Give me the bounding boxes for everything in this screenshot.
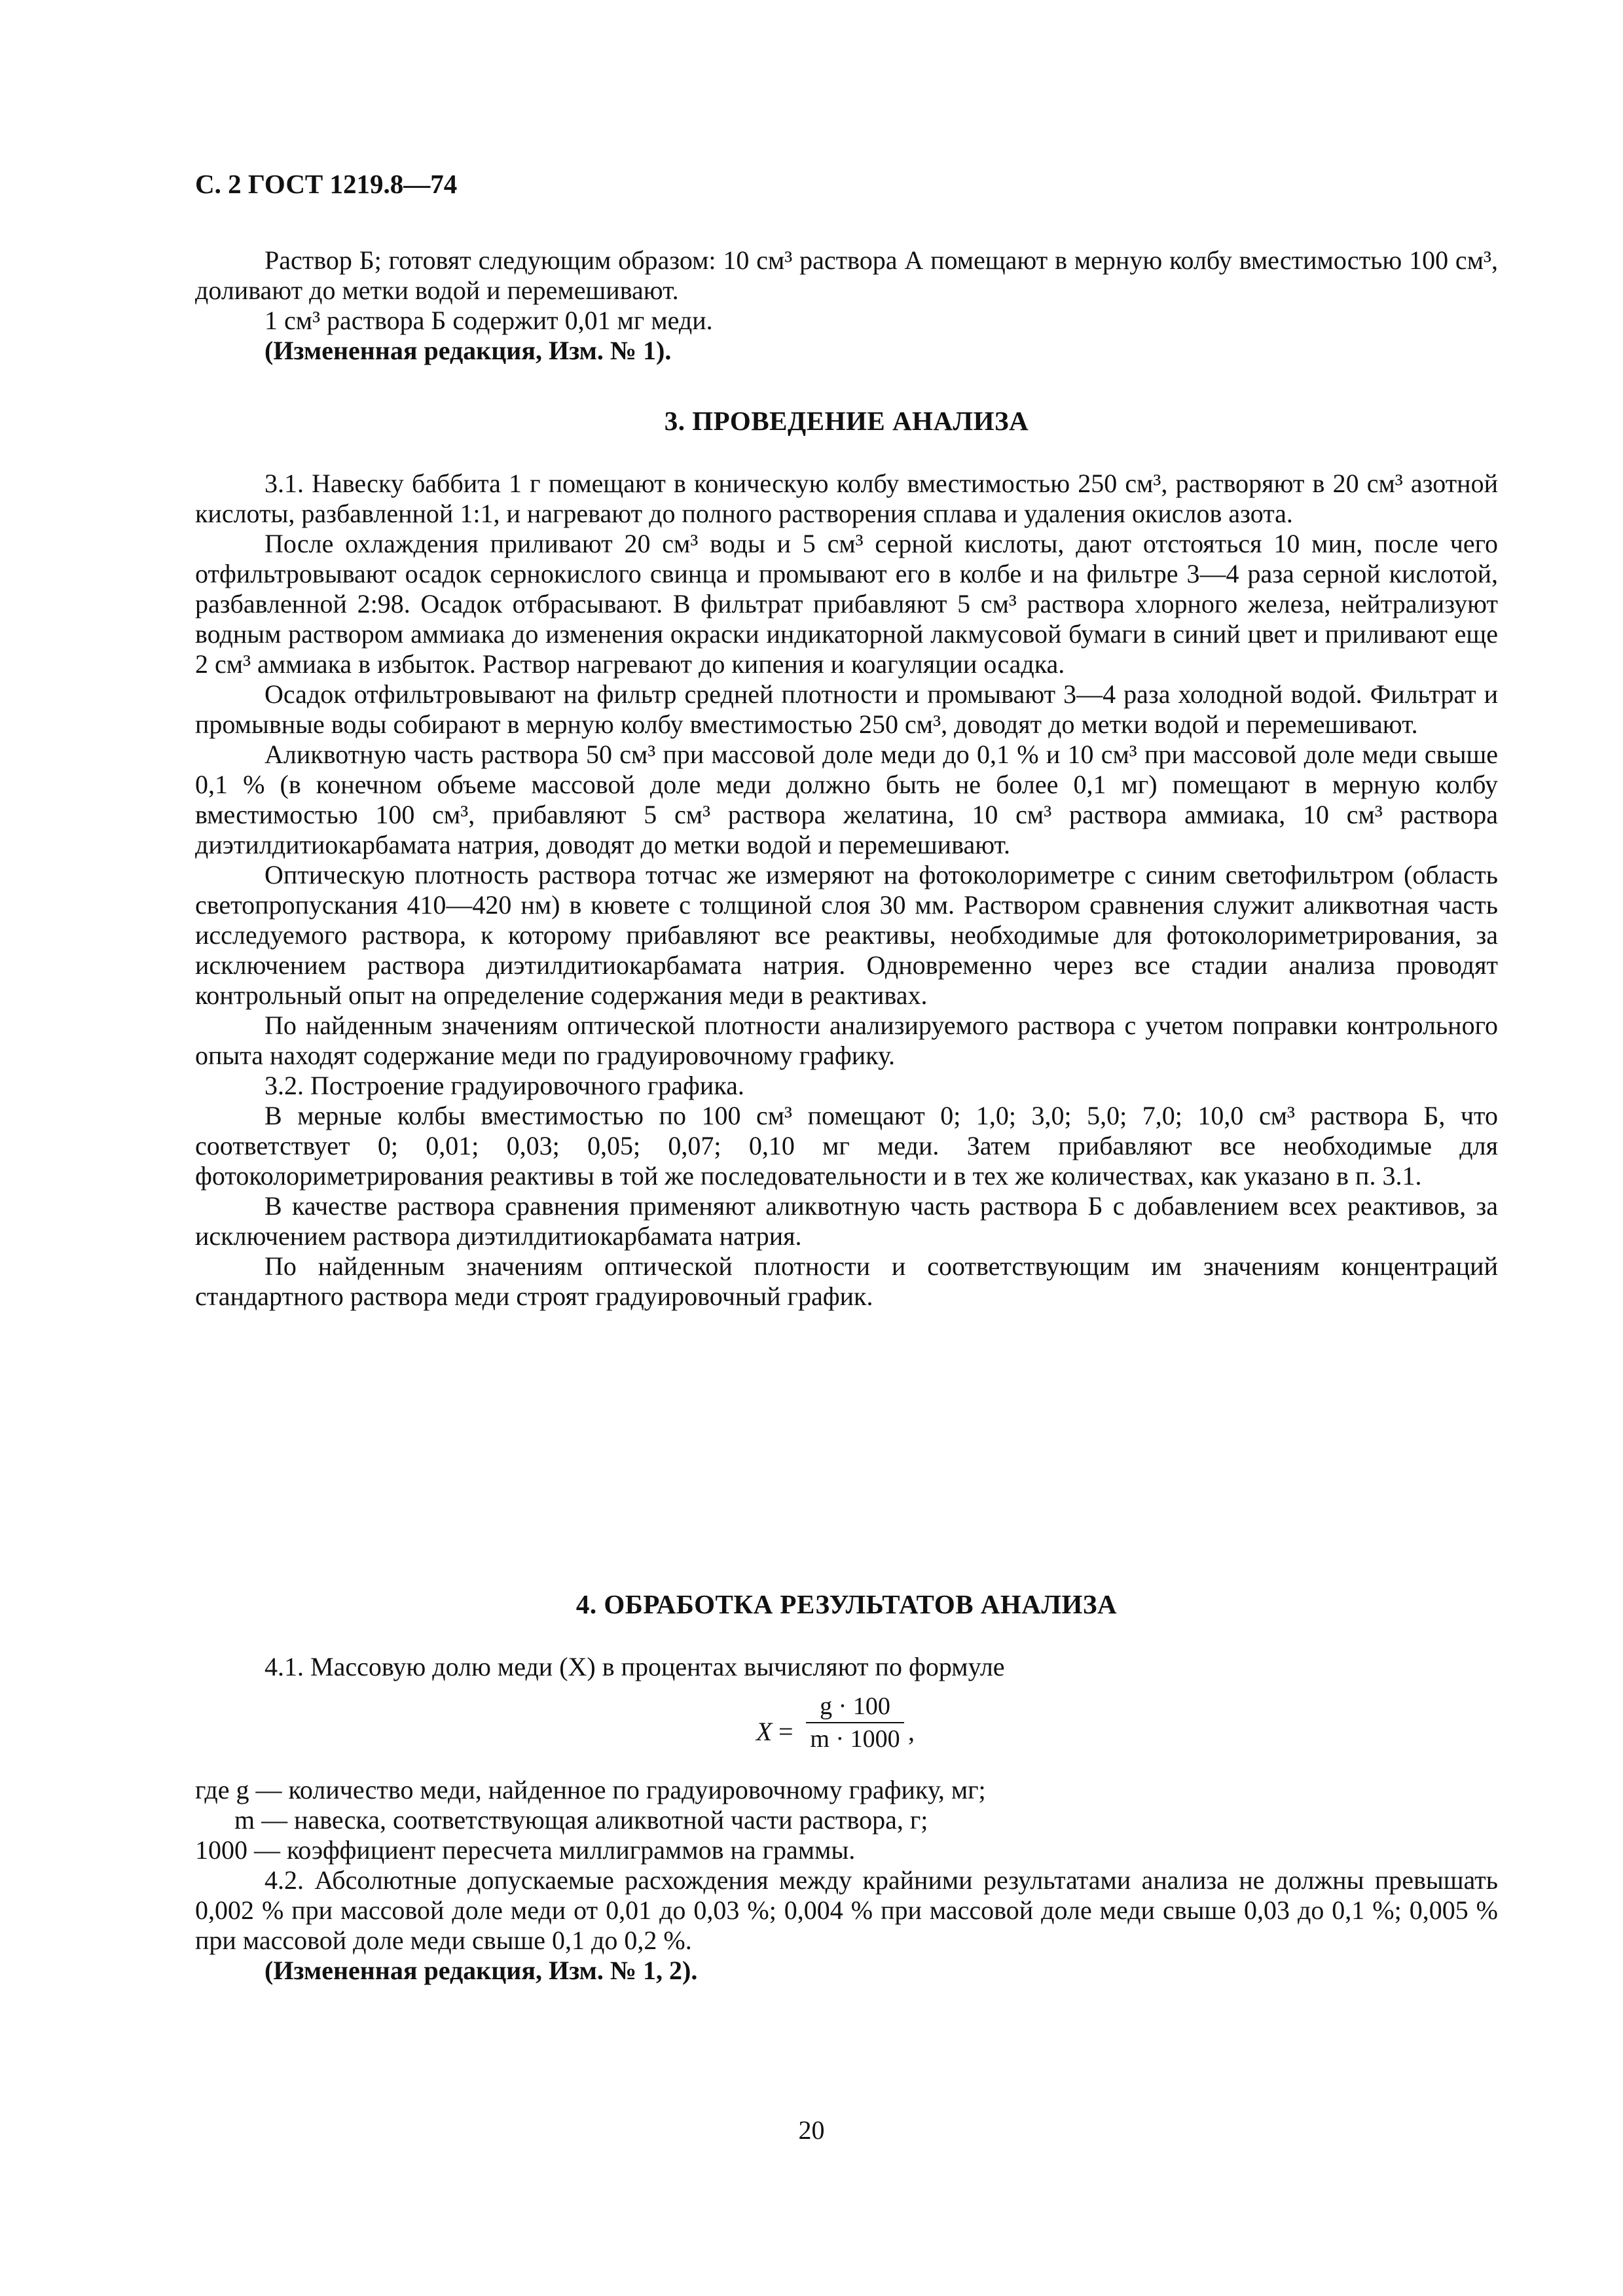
where-line-1000: 1000 — коэффициент пересчета миллиграммов на граммы. — [195, 1835, 856, 1865]
section-4-body — [195, 1775, 1498, 1986]
section-4-2-paragraph: 4.2. Абсолютные допускаемые расхождения между крайними результатами анализа не должны превышать 0,002 % при массовой доле меди от 0,01 до 0,03 %; 0,004 % при массовой доле меди свыше 0,03 до 0,1 %; 0,005 % при массовой доле меди свыше 0,1 до 0,2 %. — [195, 1865, 1498, 1955]
page-header: С. 2 ГОСТ 1219.8—74 — [195, 169, 458, 199]
section-4 — [195, 1589, 1498, 1682]
section-3-paragraph: 3.2. Построение градуировочного графика. — [264, 1071, 744, 1100]
section-3-heading: 3. ПРОВЕДЕНИЕ АНАЛИЗА — [664, 406, 1029, 436]
formula-numerator: g · 100 — [820, 1693, 890, 1720]
where-line-g: где g — количество меди, найденное по градуировочному графику, мг; — [195, 1775, 986, 1804]
section-3-paragraph: По найденным значениям оптической плотности и соответствующим им значениям концентраций стандартного раствора меди строят градуировочный график. — [195, 1251, 1498, 1311]
page-number: 20 — [798, 2115, 825, 2145]
formula-equals: = — [778, 1717, 793, 1746]
formula-lhs: X — [756, 1717, 773, 1746]
section-3-paragraph: Оптическую плотность раствора тотчас же измеряют на фотоколориметре с синим светофильтром (область светопропускания 410—420 нм) в кювете с толщиной слоя 30 мм. Раствором сравнения служит аликвотная часть исследуемого раствора, к которому прибавляют все реактивы, необходимые для фотоколориметрирования, за исключением раствора диэтилдитиокарбамата натрия. Одновременно через все стадии анализа проводят контрольный опыт на определение содержания меди в реактивах. — [195, 860, 1498, 1010]
section-3-paragraph: После охлаждения приливают 20 см³ воды и 5 см³ серной кислоты, дают отстояться 10 мин, после чего отфильтровывают осадок сернокислого свинца и промывают его в колбе и на фильтре 3—4 раза серной кислотой, разбавленной 2:98. Осадок отбрасывают. В фильтрат прибавляют 5 см³ раствора хлорного железа, нейтрализуют водным раствором аммиака до изменения окраски индикаторной лакмусовой бумаги в синий цвет и приливают еще 2 см³ аммиака в избыток. Раствор нагревают до кипения и коагуляции осадка. — [195, 529, 1498, 679]
section-3 — [195, 406, 1498, 1312]
section-3-paragraph: В качестве раствора сравнения применяют аликвотную часть раствора Б с добавлением всех реактивов, за исключением раствора диэтилдитиокарбамата натрия. — [195, 1191, 1498, 1251]
section-3-paragraph: 3.1. Навеску баббита 1 г помещают в коническую колбу вместимостью 250 см³, растворяют в 20 см³ азотной кислоты, разбавленной 1:1, и нагревают до полного растворения сплава и удаления окислов азота. — [195, 469, 1498, 528]
section-3-paragraph: По найденным значениям оптической плотности анализируемого раствора с учетом поправки контрольного опыта находят содержание меди по градуировочному графику. — [195, 1011, 1498, 1070]
section-4-1-paragraph: 4.1. Массовую долю меди (X) в процентах вычисляют по формуле — [264, 1652, 1005, 1681]
amendment-note-2: (Измененная редакция, Изм. № 1, 2). — [264, 1956, 698, 1985]
intro-paragraph-1: Раствор Б; готовят следующим образом: 10 см³ раствора А помещают в мерную колбу вместимостью 100 см³, доливают до метки водой и перемешивают. — [195, 245, 1498, 305]
formula-denominator: m · 1000 — [810, 1725, 900, 1753]
section-3-paragraph: Осадок отфильтровывают на фильтр средней плотности и промывают 3—4 раза холодной водой. Фильтрат и промывные воды собирают в мерную колбу вместимостью 250 см³, доводят до метки водой и перемешивают. — [195, 679, 1498, 739]
section-4-heading: 4. ОБРАБОТКА РЕЗУЛЬТАТОВ АНАЛИЗА — [575, 1589, 1118, 1619]
intro-paragraph-2: 1 см³ раствора Б содержит 0,01 мг меди. — [264, 306, 713, 335]
amendment-note-1: (Измененная редакция, Изм. № 1). — [264, 336, 672, 365]
formula-comma: , — [908, 1717, 915, 1746]
formula — [756, 1691, 953, 1763]
intro-block — [195, 245, 1498, 366]
where-line-m: m — навеска, соответствующая аликвотной части раствора, г; — [234, 1805, 928, 1835]
section-3-paragraph: В мерные колбы вместимостью по 100 см³ помещают 0; 1,0; 3,0; 5,0; 7,0; 10,0 см³ раствора Б, что соответствует 0; 0,01; 0,03; 0,05; 0,07; 0,10 мг меди. Затем прибавляют все необходимые для фотоколориметрирования реактивы в той же последовательности и в тех же количествах, как указано в п. 3.1. — [195, 1101, 1498, 1191]
section-3-paragraph: Аликвотную часть раствора 50 см³ при массовой доле меди до 0,1 % и 10 см³ при массовой доле меди свыше 0,1 % (в конечном объеме массовой доле меди должно быть не более 0,1 мг) помещают в мерную колбу вместимостью 100 см³, прибавляют 5 см³ раствора желатина, 10 см³ раствора аммиака, 10 см³ раствора диэтилдитиокарбамата натрия, доводят до метки водой и перемешивают. — [195, 740, 1498, 859]
formula-fraction — [806, 1691, 904, 1755]
